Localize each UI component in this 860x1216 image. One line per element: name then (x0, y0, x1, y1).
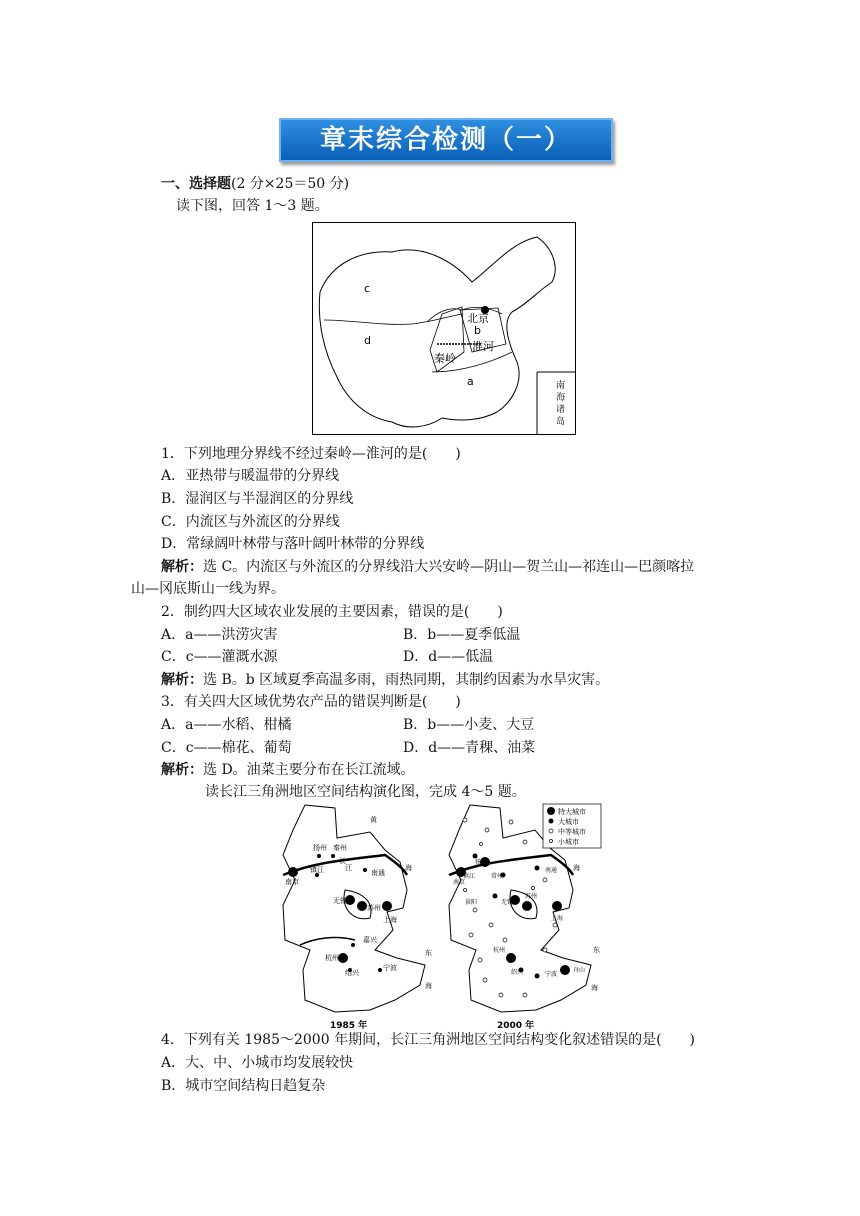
map2b-label-13: 宁波 (545, 971, 558, 978)
map2b-label-6: 海 (573, 864, 580, 872)
q2-analysis (161, 670, 609, 690)
legend-mega-city: 特大城市 (558, 808, 586, 816)
map2b-label-1: 扬州 (475, 859, 488, 866)
map2b-label-2: 南京 (453, 879, 466, 886)
q4-stem: 4．下列有关 1985～2000 年期间，长江三角洲地区空间结构变化叙述错误的是( ) (161, 1032, 695, 1048)
map2b-label-8: 无锡 (501, 899, 514, 906)
q3-option-d: D．d——青稞、油菜 (403, 740, 536, 756)
q1-analysis (161, 557, 694, 577)
section-heading (161, 174, 349, 194)
map1-label-c: c (364, 282, 371, 295)
map1-label-beijing: 北京 (467, 312, 489, 325)
q3-option-c: C．c——棉花、葡萄 (161, 740, 292, 756)
map2b-year: 2000 年 (497, 1021, 535, 1031)
map2b-label-15: 东 (593, 946, 600, 954)
map2a-label-17: 东 (425, 949, 432, 957)
section-label: 一、选择题 (161, 176, 231, 192)
q3-analysis (161, 760, 415, 780)
map2b-label-11: 杭州 (493, 947, 506, 954)
q2-analysis-text: 选 B。b 区域夏季高温多雨，雨热同期，其制约因素为水旱灾害。 (203, 672, 610, 688)
q2-stem: 2．制约四大区域农业发展的主要因素，错误的是( ) (161, 604, 503, 620)
map2b-label-4: 常州 (491, 873, 504, 880)
inset-label-2: 海 (556, 393, 566, 403)
legend-small-city: 小城市 (558, 838, 579, 846)
map2a-label-15: 绍兴 (345, 969, 359, 977)
map2a-label-16: 宁波 (383, 964, 397, 972)
map1-label-d: d (364, 334, 371, 347)
q3-stem: 3．有关四大区域优势农产品的错误判断是( ) (161, 694, 461, 710)
q1-option-c: C．内流区与外流区的分界线 (161, 514, 340, 530)
map2a-label-12: 上海 (383, 916, 397, 924)
section-score: (2 分×25＝50 分) (231, 176, 350, 192)
map2a-label-18: 海 (425, 982, 432, 990)
q2-analysis-label: 解析： (161, 672, 203, 688)
q2-option-d: D．d——低温 (403, 649, 494, 665)
map2b-label-16: 海 (591, 984, 598, 992)
q1-analysis-label: 解析： (161, 559, 203, 575)
map2a-label-13: 嘉兴 (363, 936, 377, 944)
q2-option-c: C．c——灌溉水源 (161, 649, 278, 665)
map2a-label-5: 江 (345, 864, 352, 872)
chapter-title-banner: 章末综合检测（一） (279, 118, 613, 162)
inset-label-4: 岛 (556, 417, 566, 427)
map2a-label-7: 南通 (371, 869, 385, 877)
q4-option-b: B．城市空间结构日趋复杂 (161, 1078, 326, 1094)
q3-analysis-label: 解析： (161, 762, 203, 778)
map2a-label-6: 镇江 (310, 866, 324, 874)
map1-label-b: b (474, 324, 481, 337)
q3-option-a: A．a——水稻、柑橘 (161, 717, 292, 733)
q4-option-a: A．大、中、小城市均发展较快 (161, 1055, 354, 1071)
map1-label-a: a (467, 375, 474, 388)
map2b-label-12: 绍兴 (511, 969, 524, 976)
q1-analysis-text-1: 选 C。内流区与外流区的分界线沿大兴安岭—阴山—贺兰山—祁连山—巴颜喀拉 (203, 559, 695, 575)
intro-2: 读长江三角洲地区空间结构演化图，完成 4～5 题。 (205, 784, 526, 800)
q1-option-b: B．湿润区与半湿润区的分界线 (161, 491, 354, 507)
map2a-label-2: 扬州 (313, 844, 327, 852)
intro-1: 读下图，回答 1～3 题。 (176, 198, 329, 214)
map2a-label-9: 海 (405, 864, 412, 872)
map2b-label-9: 苏州 (525, 893, 538, 900)
map2a-label-11: 苏州 (367, 904, 381, 912)
china-region-map (312, 222, 576, 435)
map2b-label-7: 景阳 (465, 899, 478, 906)
map2a-label-10: 无锡 (333, 897, 347, 905)
map2b-label-5: 南通 (545, 867, 558, 874)
map2b-label-10: 上海 (551, 915, 564, 922)
q1-option-d: D．常绿阔叶林带与落叶阔叶林带的分界线 (161, 536, 425, 552)
map2b-label-14: 舟山 (573, 967, 586, 974)
q3-analysis-text: 选 D。油菜主要分布在长江流域。 (203, 762, 415, 778)
legend-large-city: 大城市 (558, 818, 579, 826)
q2-option-a: A．a——洪涝灾害 (161, 627, 278, 643)
map2a-label-4: 长 (339, 857, 346, 865)
q1-option-a: A．亚热带与暖温带的分界线 (161, 468, 340, 484)
map2a-label-8: 南京 (285, 878, 299, 886)
map2a-label-1: 黄 (370, 816, 377, 824)
map1-label-huaihe: 淮河 (472, 340, 494, 353)
map1-label-qinling: 秦岭 (434, 352, 456, 365)
map2a-year: 1985 年 (330, 1021, 368, 1031)
q1-stem: 1．下列地理分界线不经过秦岭—淮河的是( ) (161, 446, 461, 462)
inset-label-3: 诸 (556, 405, 566, 415)
yangtze-delta-maps (275, 800, 605, 1032)
map2a-label-3: 秦州 (333, 844, 347, 852)
inset-label-1: 南 (556, 381, 566, 391)
map2a-label-14: 杭州 (325, 954, 339, 962)
legend-medium-city: 中等城市 (558, 828, 586, 836)
q3-option-b: B．b——小麦、大豆 (403, 717, 535, 733)
q1-analysis-cont: 山—冈底斯山一线为界。 (131, 581, 285, 597)
map2b-label-3: 镇江 (463, 873, 476, 880)
q2-option-b: B．b——夏季低温 (403, 627, 521, 643)
